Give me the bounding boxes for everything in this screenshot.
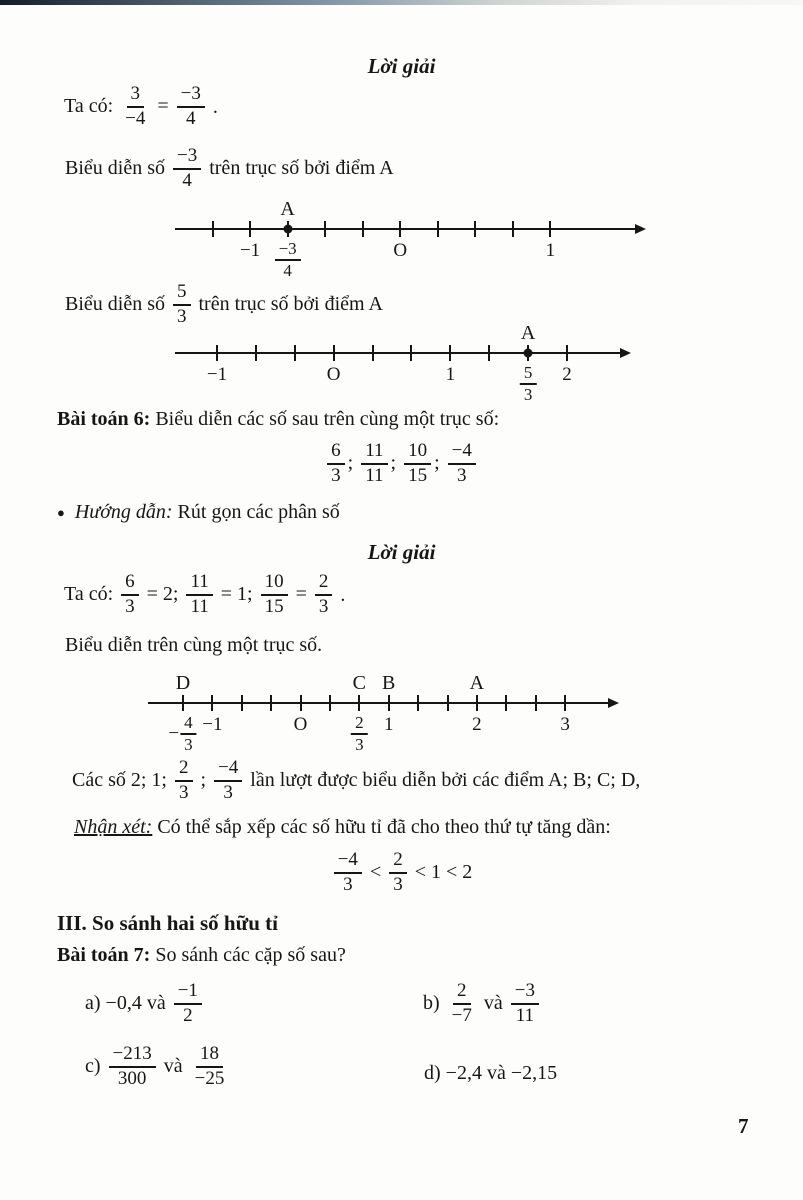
fraction-numerator: 11 bbox=[361, 441, 387, 465]
fraction-numerator: −1 bbox=[174, 981, 202, 1005]
fraction-denominator: 3 bbox=[523, 385, 533, 405]
fraction-numerator: −4 bbox=[334, 850, 362, 874]
fraction bbox=[214, 758, 242, 803]
text-run: Biểu diễn số bbox=[65, 293, 170, 316]
fraction bbox=[315, 572, 333, 617]
tick-mark bbox=[437, 221, 439, 237]
fraction bbox=[351, 714, 368, 755]
tick-mark bbox=[474, 221, 476, 237]
fraction-denominator: 15 bbox=[264, 595, 284, 617]
fraction-numerator: 6 bbox=[327, 441, 345, 465]
tick-label bbox=[350, 714, 369, 755]
fraction-numerator: −3 bbox=[511, 981, 539, 1005]
fraction bbox=[511, 981, 539, 1026]
tick-mark bbox=[362, 221, 364, 237]
tick-label bbox=[294, 714, 308, 736]
tick-mark bbox=[211, 695, 213, 711]
fraction-denominator: 3 bbox=[177, 305, 187, 327]
fraction bbox=[174, 981, 202, 1026]
tick-mark bbox=[417, 695, 419, 711]
text-run: 1 bbox=[545, 240, 556, 261]
fraction-numerator: 4 bbox=[180, 714, 197, 735]
text-run bbox=[65, 501, 75, 524]
problem-7-item-c bbox=[85, 1044, 231, 1089]
text-run: 2 bbox=[472, 714, 482, 735]
tick-mark bbox=[447, 695, 449, 711]
fraction-numerator: 10 bbox=[404, 441, 431, 465]
tick-mark bbox=[388, 695, 390, 711]
fraction-denominator: 2 bbox=[183, 1004, 193, 1026]
problem-7-item-a bbox=[85, 981, 205, 1026]
text-run: c) bbox=[85, 1055, 106, 1078]
fraction bbox=[327, 441, 345, 486]
text-run: ; bbox=[390, 452, 402, 475]
text-run: Ta có: bbox=[64, 583, 119, 606]
point-label: A bbox=[520, 322, 536, 344]
hint-bullet-line bbox=[57, 501, 340, 524]
fraction bbox=[448, 441, 476, 486]
tick-label bbox=[472, 714, 482, 736]
text-run: Biểu diễn các số sau trên cùng một trục số: bbox=[155, 408, 500, 430]
tick-mark bbox=[216, 345, 218, 361]
tick-mark bbox=[549, 221, 551, 237]
tick-label bbox=[446, 364, 456, 386]
tick-label bbox=[560, 714, 570, 736]
text-run: trên trục số bởi điểm A bbox=[193, 293, 383, 316]
fraction-numerator: −213 bbox=[109, 1044, 156, 1068]
point-label: C bbox=[352, 672, 366, 694]
fraction bbox=[121, 84, 149, 129]
text-run: Rút gọn các phân số bbox=[172, 501, 340, 523]
fraction-denominator: 3 bbox=[456, 464, 467, 486]
tick-mark bbox=[324, 221, 326, 237]
text-run: lần lượt được biểu diễn bởi các điểm A; B; C; D, bbox=[245, 769, 641, 792]
tick-label bbox=[384, 714, 394, 736]
section-iii-heading: III. So sánh hai số hữu tỉ bbox=[57, 911, 278, 935]
fraction-denominator: 300 bbox=[117, 1067, 147, 1089]
fraction bbox=[275, 240, 301, 281]
fraction-denominator: −7 bbox=[451, 1004, 472, 1026]
text-run: Bài toán 7: bbox=[57, 944, 156, 966]
problem-7-item-d bbox=[424, 1044, 557, 1102]
paragraph-plot-minus-three-fourths bbox=[65, 146, 394, 191]
tick-label bbox=[274, 240, 302, 281]
tick-mark bbox=[182, 695, 184, 711]
solution-heading-2: Lời giải bbox=[367, 540, 436, 564]
fraction-numerator: −4 bbox=[448, 441, 476, 465]
fraction-denominator: 3 bbox=[125, 595, 135, 617]
fraction-denominator: 11 bbox=[365, 464, 384, 486]
fraction-numerator: 2 bbox=[453, 981, 471, 1005]
fraction-denominator: 4 bbox=[283, 261, 292, 281]
scan-edge-shadow bbox=[0, 0, 803, 5]
fraction bbox=[261, 572, 288, 617]
tick-mark bbox=[505, 695, 507, 711]
text-run: = bbox=[152, 95, 174, 118]
tick-mark bbox=[270, 695, 272, 711]
equation-inequality bbox=[0, 850, 803, 895]
text-run: = bbox=[290, 583, 312, 606]
problem-6-statement bbox=[57, 408, 499, 431]
tick-label bbox=[327, 364, 341, 386]
fraction bbox=[334, 850, 362, 895]
text-run: trên trục số bởi điểm A bbox=[204, 157, 394, 180]
fraction bbox=[361, 441, 387, 486]
fraction-numerator: −3 bbox=[177, 84, 205, 108]
fraction-numerator: 11 bbox=[186, 572, 212, 596]
text-run: d) −2,4 và −2,15 bbox=[424, 1061, 558, 1084]
text-run: 1 bbox=[445, 364, 456, 385]
tick-label bbox=[168, 714, 197, 755]
page-number: 7 bbox=[738, 1114, 749, 1138]
tick-label bbox=[240, 240, 260, 262]
text-run: = 2; bbox=[141, 583, 184, 606]
point-dot bbox=[524, 349, 533, 358]
number-line-axis bbox=[175, 228, 636, 230]
fraction-denominator: −25 bbox=[194, 1067, 225, 1089]
text-run: 1 bbox=[383, 714, 394, 735]
fraction-numerator: −3 bbox=[173, 146, 201, 170]
point-label: A bbox=[469, 672, 485, 694]
tick-mark bbox=[358, 695, 360, 711]
axis-arrow-icon bbox=[620, 348, 631, 358]
fraction-denominator: 15 bbox=[408, 464, 428, 486]
text-run: . bbox=[335, 584, 346, 607]
fraction bbox=[109, 1044, 156, 1089]
fraction-denominator: 4 bbox=[182, 169, 192, 191]
text-run: Nhận xét: bbox=[74, 816, 153, 838]
text-run: Hướng dẫn: bbox=[74, 501, 173, 523]
fraction-denominator: 3 bbox=[355, 735, 364, 755]
text-run: và bbox=[478, 992, 508, 1015]
tick-label bbox=[519, 364, 538, 405]
fraction bbox=[173, 146, 201, 191]
fraction bbox=[177, 84, 205, 129]
fraction-numerator: 10 bbox=[261, 572, 288, 596]
tick-label bbox=[546, 240, 556, 262]
fraction-numerator: 5 bbox=[520, 364, 537, 385]
text-run: − bbox=[168, 723, 180, 745]
fraction bbox=[448, 981, 476, 1026]
point-label: B bbox=[382, 672, 396, 694]
paragraph-points-mapping bbox=[72, 758, 640, 803]
fraction bbox=[186, 572, 212, 617]
text-run: ; bbox=[434, 452, 445, 475]
text-run: Biểu diễn trên cùng một trục số. bbox=[65, 634, 323, 656]
text-run: và bbox=[158, 1055, 188, 1078]
tick-label bbox=[562, 364, 572, 386]
text-run: Ta có: bbox=[64, 95, 119, 118]
fraction-denominator: 3 bbox=[393, 873, 403, 895]
text-run: ; bbox=[195, 769, 212, 792]
fraction-numerator: −3 bbox=[275, 240, 301, 261]
fraction bbox=[520, 364, 537, 405]
fraction-denominator: 11 bbox=[190, 595, 209, 617]
text-run: −1 bbox=[239, 240, 261, 261]
fraction-numerator: 2 bbox=[351, 714, 368, 735]
paragraph-ta-co-2 bbox=[64, 572, 345, 617]
tick-mark bbox=[535, 695, 537, 711]
tick-mark bbox=[333, 345, 335, 361]
text-run: b) bbox=[423, 992, 445, 1015]
fraction-denominator: 3 bbox=[184, 735, 193, 755]
tick-mark bbox=[249, 221, 251, 237]
tick-mark bbox=[512, 221, 514, 237]
text-run: So sánh các cặp số sau? bbox=[155, 944, 346, 966]
paragraph-ta-co-1 bbox=[64, 84, 218, 129]
text-run: < 1 < 2 bbox=[409, 861, 473, 884]
text-run: = 1; bbox=[215, 583, 258, 606]
tick-mark bbox=[241, 695, 243, 711]
fraction-denominator: 3 bbox=[179, 781, 189, 803]
problem-7-statement bbox=[57, 944, 346, 967]
paragraph-same-axis bbox=[65, 634, 322, 657]
fraction bbox=[404, 441, 431, 486]
remark-line bbox=[74, 816, 611, 839]
tick-label bbox=[202, 714, 222, 736]
text-run: O bbox=[393, 240, 408, 261]
problem-7-item-b bbox=[423, 981, 542, 1026]
text-run: < bbox=[364, 861, 387, 884]
tick-mark bbox=[212, 221, 214, 237]
number-line-figure-2 bbox=[175, 320, 630, 420]
tick-mark bbox=[449, 345, 451, 361]
fraction bbox=[175, 758, 193, 803]
text-run: Bài toán 6: bbox=[57, 408, 156, 430]
tick-mark bbox=[564, 695, 566, 711]
text-run: O bbox=[326, 364, 341, 385]
axis-arrow-icon bbox=[608, 698, 619, 708]
fraction-numerator: 2 bbox=[389, 850, 407, 874]
tick-mark bbox=[329, 695, 331, 711]
number-line-figure-1 bbox=[175, 196, 645, 296]
tick-mark bbox=[294, 345, 296, 361]
point-label: D bbox=[175, 672, 191, 694]
text-run: ● bbox=[57, 504, 65, 520]
tick-mark bbox=[255, 345, 257, 361]
fraction bbox=[121, 572, 139, 617]
text-run: O bbox=[293, 714, 308, 735]
tick-label bbox=[393, 240, 407, 262]
fraction-numerator: 6 bbox=[121, 572, 139, 596]
fraction-denominator: −4 bbox=[125, 107, 146, 129]
tick-mark bbox=[372, 345, 374, 361]
text-run: a) −0,4 và bbox=[85, 992, 171, 1015]
solution-heading-1: Lời giải bbox=[367, 54, 436, 78]
fraction bbox=[389, 850, 407, 895]
tick-mark bbox=[488, 345, 490, 361]
tick-mark bbox=[300, 695, 302, 711]
fraction-denominator: 4 bbox=[186, 107, 196, 129]
fraction-numerator: 18 bbox=[196, 1044, 223, 1068]
text-run: Các số 2; 1; bbox=[72, 769, 172, 792]
tick-mark bbox=[410, 345, 412, 361]
fraction-numerator: 2 bbox=[175, 758, 193, 782]
tick-mark bbox=[476, 695, 478, 711]
text-run: Biểu diễn số bbox=[65, 157, 170, 180]
fraction-numerator: 2 bbox=[315, 572, 333, 596]
text-run: ; bbox=[347, 452, 359, 475]
text-run: Có thể sắp xếp các số hữu tỉ đã cho theo thứ tự tăng dần: bbox=[152, 816, 611, 838]
fraction-denominator: 11 bbox=[515, 1004, 535, 1026]
text-run: . bbox=[207, 96, 218, 119]
fraction-numerator: −4 bbox=[214, 758, 242, 782]
fraction-denominator: 3 bbox=[223, 781, 233, 803]
fraction-denominator: 3 bbox=[318, 595, 329, 617]
fraction-denominator: 3 bbox=[343, 873, 353, 895]
number-line-axis bbox=[148, 702, 609, 704]
text-run: −1 bbox=[202, 714, 223, 735]
tick-mark bbox=[399, 221, 401, 237]
point-label: A bbox=[280, 198, 295, 220]
tick-label bbox=[207, 364, 227, 386]
text-run: 2 bbox=[562, 364, 572, 385]
fraction bbox=[180, 714, 197, 755]
fraction-numerator: 3 bbox=[127, 84, 145, 108]
equation-fraction-list bbox=[0, 441, 803, 486]
fraction-numerator: 5 bbox=[173, 282, 191, 306]
axis-arrow-icon bbox=[635, 224, 646, 234]
tick-mark bbox=[566, 345, 568, 361]
fraction bbox=[191, 1044, 229, 1089]
text-run: 3 bbox=[560, 714, 570, 735]
fraction-denominator: 3 bbox=[331, 464, 341, 486]
text-run: −1 bbox=[206, 364, 228, 385]
number-line-axis bbox=[175, 352, 621, 354]
point-dot bbox=[283, 225, 292, 234]
